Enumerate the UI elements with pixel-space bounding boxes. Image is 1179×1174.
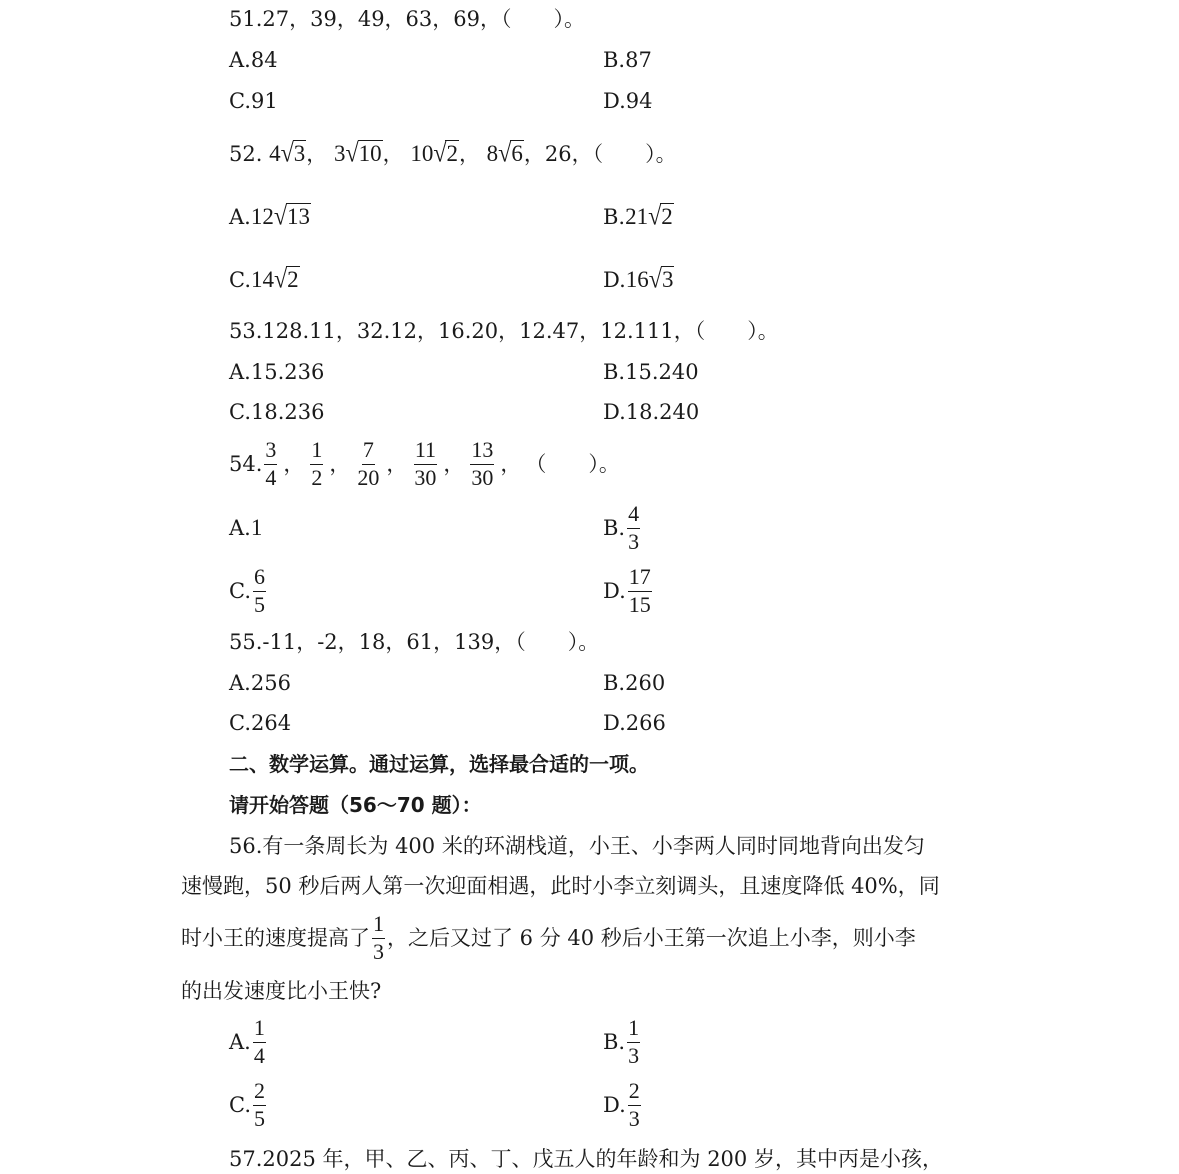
q54-option-c: C. $\frac{6}{5}$ [229, 564, 265, 617]
q55-option-b: B.260 [603, 671, 666, 695]
q51-option-c: C.91 [229, 89, 278, 113]
fraction: $\frac{1}{2}$ [311, 437, 323, 490]
radical-term: 4√3 [269, 139, 306, 169]
question-55-stem: 55.-11，-2，18，61，139，（ ）。 [229, 630, 600, 654]
fraction: $\frac{1}{3}$ [373, 911, 384, 964]
q51-option-b: B.87 [603, 48, 652, 72]
section-instruction: 请开始答题（56～70 题）： [229, 793, 482, 817]
q52-option-c: C.14√2 [229, 265, 299, 295]
q53-option-d: D.18.240 [603, 400, 700, 424]
q55-option-c: C.264 [229, 711, 292, 735]
question-56-line-1: 56.有一条周长为 400 米的环湖栈道，小王、小李两人同时同地背向出发匀 [229, 834, 925, 858]
q51-option-d: D.94 [603, 89, 653, 113]
question-number: 52. [229, 142, 263, 166]
q53-option-b: B.15.240 [603, 360, 699, 384]
radical-term: 8√6 [486, 139, 523, 169]
q56-option-d: D. $\frac{2}{3}$ [603, 1078, 640, 1131]
question-54-stem: 54. $\frac{3}{4}$ ， $\frac{1}{2}$ ， $\frac{7}{20}$ ， $\frac{11}{30}$ ， $\frac{13}{30}$ ， （ ）。 [229, 437, 620, 490]
q52-option-a: A.12√13 [229, 202, 311, 232]
radical-term: 10√2 [410, 139, 458, 169]
q51-option-a: A.84 [229, 48, 278, 72]
q56-option-c: C. $\frac{2}{5}$ [229, 1078, 265, 1131]
q53-option-c: C.18.236 [229, 400, 325, 424]
question-56-line-3: 时小王的速度提高了 $\frac{1}{3}$ ，之后又过了 6 分 40 秒后小王第一次追上小李，则小李 [181, 911, 916, 964]
q56-option-b: B. $\frac{1}{3}$ [603, 1015, 640, 1068]
q55-option-a: A.256 [229, 671, 291, 695]
q54-option-b: B. $\frac{4}{3}$ [603, 501, 640, 554]
question-56-line-4: 的出发速度比小王快? [181, 979, 382, 1003]
question-52-stem: 52. 4√3， 3√10， 10√2， 8√6，26，（ ）。 [229, 139, 677, 169]
radical-term: 3√10 [333, 139, 382, 169]
question-51-stem: 51.27，39，49，63，69，（ ）。 [229, 7, 586, 31]
q56-option-a: A. $\frac{1}{4}$ [229, 1015, 265, 1068]
fraction: $\frac{11}{30}$ [414, 437, 437, 490]
q54-option-a: A.1 [229, 515, 263, 540]
section-heading: 二、数学运算。通过运算，选择最合适的一项。 [229, 752, 649, 776]
q54-option-d: D. $\frac{17}{15}$ [603, 564, 651, 617]
question-53-stem: 53.128.11，32.12，16.20，12.47，12.111，（ ）。 [229, 319, 779, 343]
q52-option-d: D.16√3 [603, 265, 674, 295]
question-56-line-2: 速慢跑，50 秒后两人第一次迎面相遇，此时小李立刻调头，且速度降低 40%，同 [181, 874, 940, 898]
fraction: $\frac{13}{30}$ [471, 437, 494, 490]
fraction: $\frac{7}{20}$ [357, 437, 380, 490]
fraction: $\frac{3}{4}$ [265, 437, 277, 490]
question-57-line-1: 57.2025 年，甲、乙、丙、丁、戊五人的年龄和为 200 岁，其中丙是小孩， [229, 1147, 943, 1171]
q52-option-b: B.21√2 [603, 202, 673, 232]
q55-option-d: D.266 [603, 711, 666, 735]
q53-option-a: A.15.236 [229, 360, 325, 384]
